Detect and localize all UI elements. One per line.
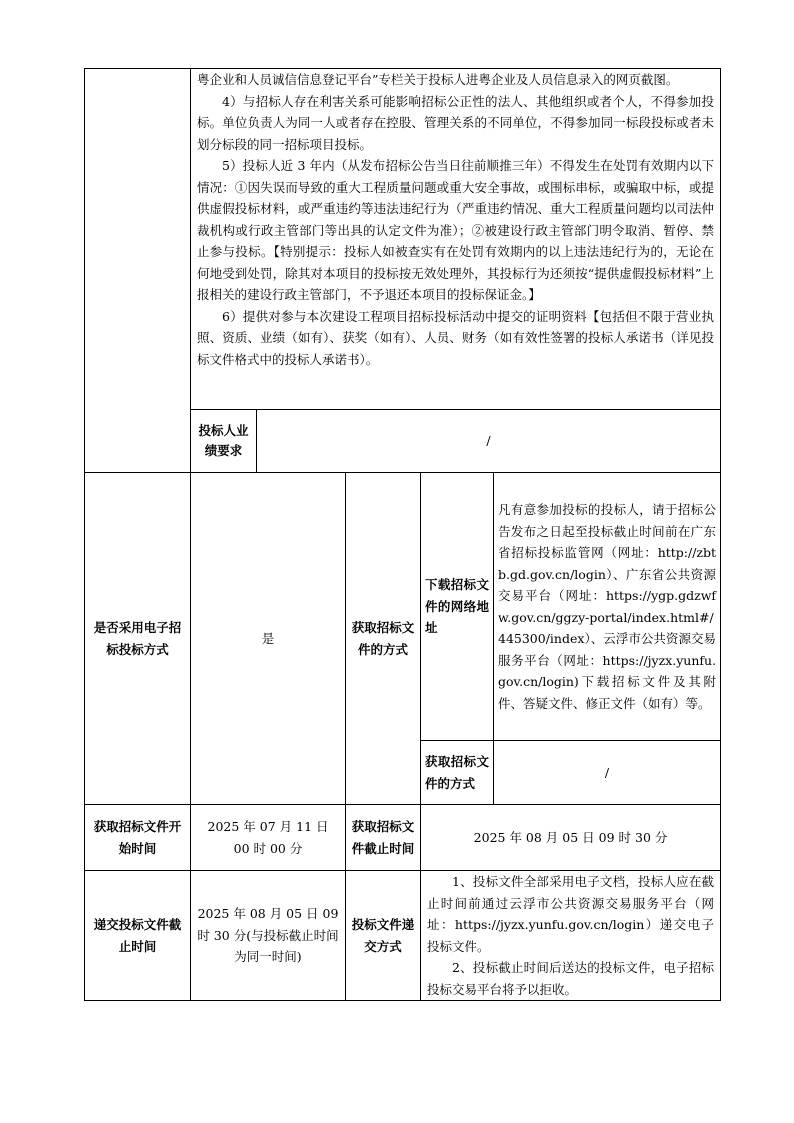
submission-method-label: 投标文件递交方式	[346, 871, 421, 1001]
download-address-text	[494, 473, 721, 741]
electronic-label: 是否采用电子招标投标方式	[85, 473, 191, 805]
performance-label: 投标人业绩要求	[191, 410, 257, 473]
obtain-deadline-value: 2025 年 08 月 05 日 09 时 30 分	[421, 805, 721, 871]
electronic-row	[85, 473, 721, 741]
submission-method-item: 2、投标截止时间后送达的投标文件，电子招标投标交易平台将予以拒收。	[427, 960, 715, 997]
obtain-method-label: 获取招标文件的方式	[346, 473, 421, 805]
requirement-paragraph: 6）提供对参与本次建设工程项目招标投标活动中提交的证明资料【包括但不限于营业执照、资质、业绩（如有）、获奖（如有）、人员、财务（如有效性签署的投标人承诺书（详见投标文件格式中的投标人承诺书）。	[197, 308, 715, 367]
submission-method-cell	[421, 871, 721, 1001]
start-time-row	[85, 805, 721, 871]
requirement-paragraph: 粤企业和人员诚信信息登记平台”专栏关于投标人进粤企业及人员信息录入的网页截图。	[197, 72, 679, 87]
submission-deadline-value: 2025 年 08 月 05 日 09 时 30 分(与投标截止时间为同一时间)	[191, 871, 346, 1001]
requirement-paragraph: 5）投标人近 3 年内（从发布招标公告当日往前顺推三年）不得发生在处罚有效期内以下情况：①因失误而导致的重大工程质量问题或重大安全事故，或围标串标，或骗取中标，或提供虚假投标材料，或严重违约等违法违纪行为（严重违约情况、重大工程质量问题均以司法仲裁机构或行政主管部门等出具的认定文件为准）；②被建设行政主管部门明令取消、暂停、禁止参与投标。【特别提示：投标人如被查实有在处罚有效期内的以上违法违纪行为的，无论在何地受到处罚，除其对本项目的投标按无效处理外，其投标行为还须按“提供虚假投标材料”上报相关的建设行政主管部门，不予退还本项目的投标保证金。】	[197, 158, 715, 302]
electronic-value: 是	[191, 473, 346, 805]
requirements-row	[85, 69, 721, 410]
download-address-content: 凡有意参加投标的投标人，请于招标公告发布之日起至投标截止时间前在广东省招标投标监管网（网址：http://zbtb.gd.gov.cn/login）、广东省公共资源交易平台（网址：https://ygp.gdzwfw.gov.cn/ggzy-portal/index.html#/445300/index）、云浮市公共资源交易服务平台（网址：https://jyzx.yunfu.gov.cn/login)下载招标文件及其附件、答疑文件、修正文件（如有）等。	[498, 502, 717, 711]
submission-row	[85, 871, 721, 1001]
tender-info-table	[84, 68, 721, 1001]
download-address-label: 下载招标文件的网络地址	[421, 473, 494, 741]
obtain-deadline-label: 获取招标文件截止时间	[346, 805, 421, 871]
start-time-label: 获取招标文件开始时间	[85, 805, 191, 871]
requirements-left-cell	[85, 69, 191, 473]
requirement-paragraph: 4）与招标人存在利害关系可能影响招标公正性的法人、其他组织或者个人，不得参加投标。单位负责人为同一人或者存在控股、管理关系的不同单位，不得参加同一标段投标或者未划分标段的同一招标项目投标。	[197, 93, 715, 152]
obtain-method-sub-value: /	[494, 741, 721, 805]
obtain-method-sub-label: 获取招标文件的方式	[421, 741, 494, 805]
start-time-value: 2025 年 07 月 11 日 00 时 00 分	[191, 805, 346, 871]
requirements-text-cell	[191, 69, 721, 410]
submission-method-item: 1、投标文件全部采用电子文档，投标人应在截止时间前通过云浮市公共资源交易服务平台（网址：https://jyzx.yunfu.gov.cn/login）递交电子投标文件。	[427, 874, 715, 954]
submission-deadline-label: 递交投标文件截止时间	[85, 871, 191, 1001]
performance-value: /	[257, 410, 721, 473]
